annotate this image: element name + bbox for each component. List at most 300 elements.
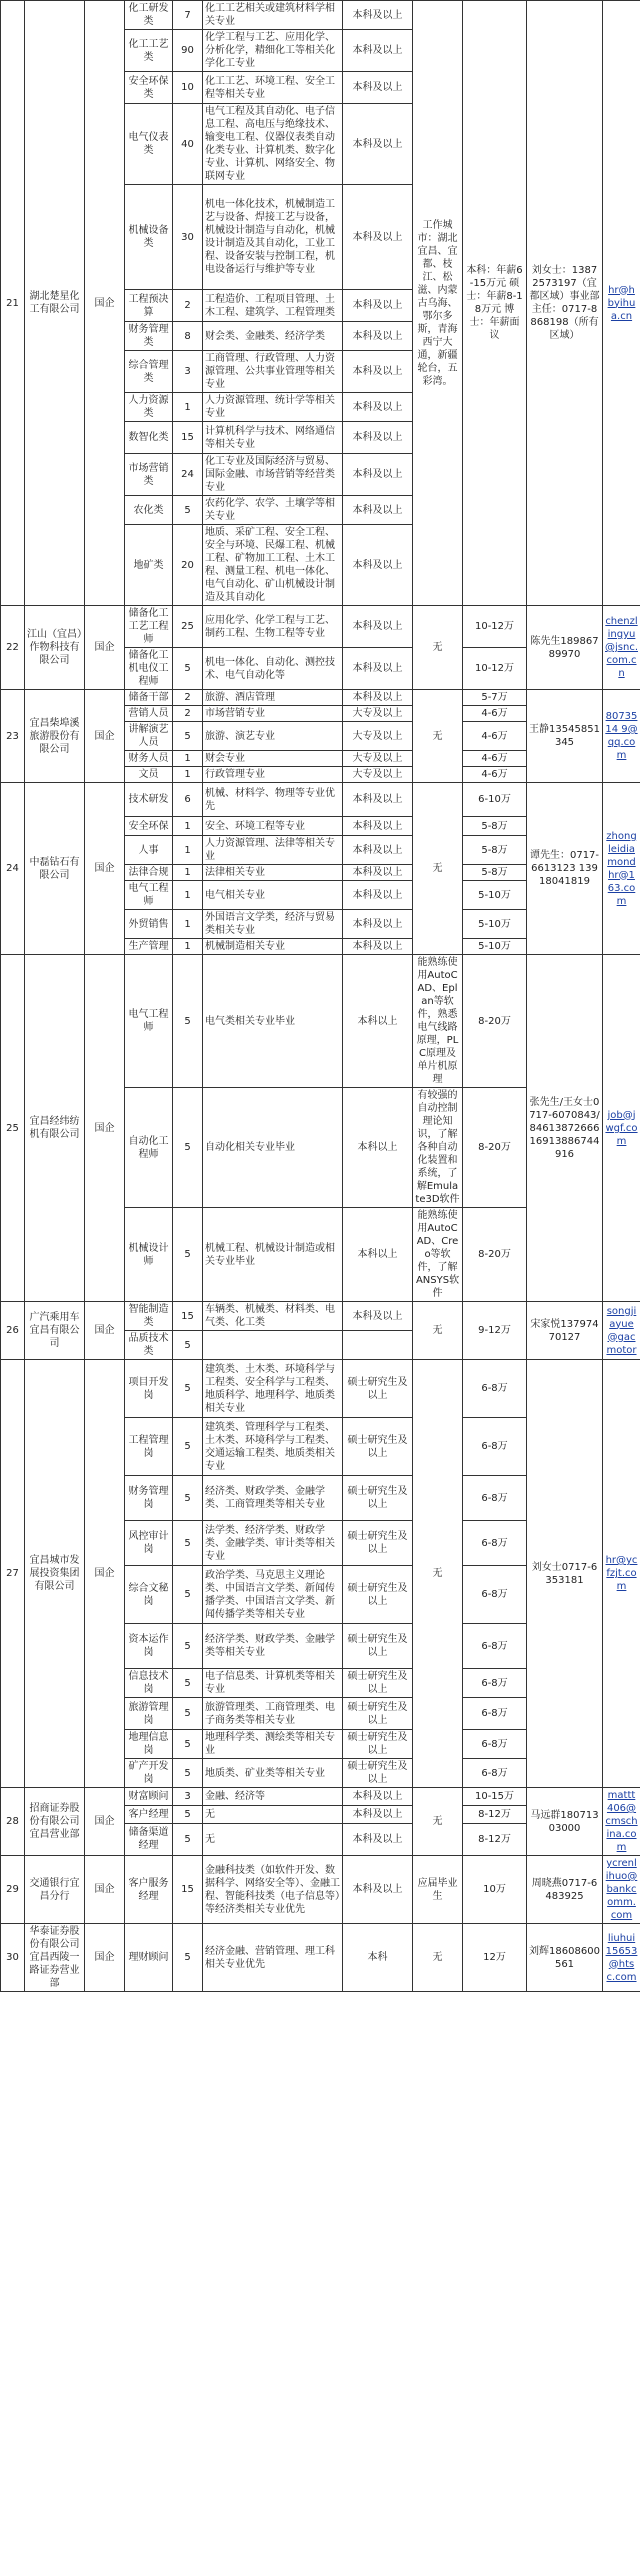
job-count: 5 <box>173 1331 203 1360</box>
job-title: 储备化工工艺工程师 <box>125 606 173 648</box>
job-title: 财富顾问 <box>125 1788 173 1806</box>
job-salary: 4-6万 <box>463 706 527 722</box>
company-contact: 陈先生18986789970 <box>527 606 603 690</box>
job-salary: 5-10万 <box>463 939 527 955</box>
company-email-cell <box>603 1 640 606</box>
company-name: 广汽乘用车宜昌有限公司 <box>25 1302 85 1360</box>
job-count: 1 <box>173 865 203 881</box>
job-count: 1 <box>173 751 203 767</box>
job-salary: 8-20万 <box>463 1208 527 1302</box>
job-title: 客户经理 <box>125 1805 173 1823</box>
company-number: 24 <box>1 783 25 955</box>
job-salary: 6-8万 <box>463 1476 527 1521</box>
company-name: 江山（宜昌）作物科技有限公司 <box>25 606 85 690</box>
job-count: 24 <box>173 454 203 496</box>
job-count: 5 <box>173 955 203 1088</box>
job-count: 5 <box>173 722 203 751</box>
job-title: 储备渠道经理 <box>125 1823 173 1855</box>
job-title: 工程预决算 <box>125 290 173 322</box>
company-location: 无 <box>413 1360 463 1788</box>
job-education: 硕士研究生及以上 <box>343 1418 413 1476</box>
job-title: 农化类 <box>125 496 173 525</box>
job-count: 5 <box>173 1476 203 1521</box>
job-title: 地矿类 <box>125 525 173 606</box>
job-education: 本科及以上 <box>343 104 413 185</box>
job-count: 5 <box>173 1805 203 1823</box>
job-major: 农药化学、农学、土壤学等相关专业 <box>203 496 343 525</box>
job-education: 本科及以上 <box>343 606 413 648</box>
job-education: 大专及以上 <box>343 722 413 751</box>
job-education: 本科以上 <box>343 955 413 1088</box>
company-email[interactable]: hr@ycfzjt.com <box>605 1555 638 1592</box>
job-title: 综合管理类 <box>125 351 173 393</box>
job-count: 1 <box>173 393 203 422</box>
job-title: 文员 <box>125 767 173 783</box>
job-education: 本科及以上 <box>343 1788 413 1806</box>
company-salary: 本科：年薪6-15万元 硕士：年薪8-18万元 博士：年薪面议 <box>463 1 527 606</box>
table-row <box>1 1 640 30</box>
job-title: 讲解演艺人员 <box>125 722 173 751</box>
job-education: 本科及以上 <box>343 290 413 322</box>
job-title: 技术研发 <box>125 783 173 817</box>
job-education: 本科及以上 <box>343 322 413 351</box>
table-row <box>1 783 640 817</box>
job-salary: 5-8万 <box>463 836 527 865</box>
job-salary: 6-8万 <box>463 1730 527 1759</box>
job-education: 本科及以上 <box>343 1805 413 1823</box>
company-type: 国企 <box>85 1360 125 1788</box>
company-contact: 刘女士0717-6353181 <box>527 1360 603 1788</box>
job-major: 机电一体化、自动化、测控技术、电气自动化等 <box>203 648 343 690</box>
job-education: 本科及以上 <box>343 1 413 30</box>
company-location: 工作城市：湖北宜昌、宜都、枝江、松滋、内蒙古乌海、鄂尔多斯，青海西宁大通，新疆轮台，五彩湾。 <box>413 1 463 606</box>
company-email[interactable]: job@jwgf.com <box>605 1109 638 1147</box>
job-count: 1 <box>173 910 203 939</box>
job-title: 项目开发岗 <box>125 1360 173 1418</box>
job-major: 工商管理、行政管理、人力资源管理、公共事业管理等相关专业 <box>203 351 343 393</box>
job-major: 人力资源管理、法律等相关专业 <box>203 836 343 865</box>
job-count: 6 <box>173 783 203 817</box>
job-count: 5 <box>173 1698 203 1730</box>
company-type: 国企 <box>85 955 125 1302</box>
company-location: 无 <box>413 1788 463 1856</box>
job-education: 本科以上 <box>343 1208 413 1302</box>
job-title: 数智化类 <box>125 422 173 454</box>
job-education: 硕士研究生及以上 <box>343 1360 413 1418</box>
job-salary: 8-20万 <box>463 955 527 1088</box>
company-location: 无 <box>413 606 463 690</box>
job-count: 7 <box>173 1 203 30</box>
job-count: 5 <box>173 1418 203 1476</box>
job-major: 自动化相关专业毕业 <box>203 1088 343 1208</box>
company-location: 无 <box>413 783 463 955</box>
company-number: 29 <box>1 1856 25 1924</box>
job-count: 2 <box>173 706 203 722</box>
job-title: 财务人员 <box>125 751 173 767</box>
job-title: 财务管理类 <box>125 322 173 351</box>
job-salary: 8-20万 <box>463 1088 527 1208</box>
job-title: 品质技术类 <box>125 1331 173 1360</box>
job-major: 地质类、矿业类等相关专业 <box>203 1759 343 1788</box>
job-count: 1 <box>173 881 203 910</box>
company-name: 宜昌柴埠溪旅游股份有限公司 <box>25 690 85 783</box>
job-major: 财会类、金融类、经济学类 <box>203 322 343 351</box>
job-salary: 5-8万 <box>463 865 527 881</box>
table-row <box>1 1856 640 1924</box>
job-education: 本科及以上 <box>343 30 413 72</box>
table-row <box>1 955 640 1088</box>
job-title: 理财顾问 <box>125 1924 173 1992</box>
job-count: 15 <box>173 1302 203 1331</box>
company-type: 国企 <box>85 1856 125 1924</box>
company-location: 应届毕业生 <box>413 1856 463 1924</box>
job-major: 电子信息类、计算机类等相关专业 <box>203 1669 343 1698</box>
job-major: 机电一体化技术，机械制造工艺与设备、焊接工艺与设备，机械设计制造与自动化，机械设计制造及其自动化，工业工程、设备安装与控制工程，机电设备运行与维护等专业 <box>203 185 343 290</box>
job-count: 3 <box>173 351 203 393</box>
company-contact: 谭先生：0717-6613123 13918041819 <box>527 783 603 955</box>
job-count: 20 <box>173 525 203 606</box>
job-salary: 6-8万 <box>463 1418 527 1476</box>
job-education: 大专及以上 <box>343 767 413 783</box>
job-count: 3 <box>173 1788 203 1806</box>
job-major: 地理科学类、测绘类等相关专业 <box>203 1730 343 1759</box>
company-email[interactable]: chenzlingyu@jsnc.com.cn <box>605 616 639 679</box>
job-education: 硕士研究生及以上 <box>343 1730 413 1759</box>
job-major: 机械、材料学、物理等专业优先 <box>203 783 343 817</box>
job-count: 5 <box>173 648 203 690</box>
job-salary: 8-12万 <box>463 1823 527 1855</box>
job-salary: 10-15万 <box>463 1788 527 1806</box>
table-row <box>1 1788 640 1806</box>
job-count: 10 <box>173 72 203 104</box>
job-title: 客户服务经理 <box>125 1856 173 1924</box>
job-count: 5 <box>173 1566 203 1624</box>
company-email-cell <box>603 690 640 783</box>
company-number: 30 <box>1 1924 25 1992</box>
table-row <box>1 690 640 706</box>
job-salary: 4-6万 <box>463 767 527 783</box>
company-type: 国企 <box>85 1788 125 1856</box>
job-requirement: 能熟练使用AutoCAD、Eplan等软件，熟悉电气线路原理，PLC原理及单片机原理 <box>413 955 463 1088</box>
job-title: 资本运作岗 <box>125 1624 173 1669</box>
company-location: 无 <box>413 690 463 783</box>
job-major: 经济金融、营销管理、理工科相关专业优先 <box>203 1924 343 1992</box>
job-education <box>343 1331 413 1360</box>
job-count: 1 <box>173 767 203 783</box>
job-salary: 5-10万 <box>463 881 527 910</box>
job-major: 无 <box>203 1805 343 1823</box>
job-requirement: 有较强的自动控制理论知识，了解各种自动化装置和系统，了解Emulate3D软件 <box>413 1088 463 1208</box>
job-title: 生产管理 <box>125 939 173 955</box>
company-name: 湖北楚星化工有限公司 <box>25 1 85 606</box>
job-education: 本科 <box>343 1924 413 1992</box>
job-major: 化学工程与工艺、应用化学、分析化学，精细化工等相关化学化工专业 <box>203 30 343 72</box>
job-salary: 10万 <box>463 1856 527 1924</box>
company-number: 22 <box>1 606 25 690</box>
job-title: 营销人员 <box>125 706 173 722</box>
company-email[interactable]: 8073514 9@qq.com <box>605 711 638 761</box>
job-education: 本科及以上 <box>343 690 413 706</box>
job-title: 电气仪表类 <box>125 104 173 185</box>
company-email[interactable]: ycrenlihuo@bankcomm.com <box>605 1858 638 1921</box>
job-count: 5 <box>173 1208 203 1302</box>
job-major: 电气相关专业 <box>203 881 343 910</box>
company-number: 25 <box>1 955 25 1302</box>
company-type: 国企 <box>85 1302 125 1360</box>
job-count: 8 <box>173 322 203 351</box>
job-title: 化工研发类 <box>125 1 173 30</box>
job-major: 旅游管理类、工商管理类、电子商务类等相关专业 <box>203 1698 343 1730</box>
job-title: 储备化工机电仪工程师 <box>125 648 173 690</box>
company-salary: 9-12万 <box>463 1302 527 1360</box>
job-title: 信息技术岗 <box>125 1669 173 1698</box>
job-count: 15 <box>173 1856 203 1924</box>
job-major: 旅游、酒店管理 <box>203 690 343 706</box>
job-salary: 4-6万 <box>463 751 527 767</box>
job-education: 本科及以上 <box>343 454 413 496</box>
job-education: 本科及以上 <box>343 939 413 955</box>
job-education: 本科及以上 <box>343 496 413 525</box>
job-education: 本科及以上 <box>343 351 413 393</box>
job-title: 地理信息岗 <box>125 1730 173 1759</box>
job-major: 人力资源管理、统计学等相关专业 <box>203 393 343 422</box>
job-count: 90 <box>173 30 203 72</box>
job-major: 机械制造相关专业 <box>203 939 343 955</box>
job-major: 金融、经济等 <box>203 1788 343 1806</box>
job-title: 自动化工程师 <box>125 1088 173 1208</box>
job-salary: 6-8万 <box>463 1759 527 1788</box>
job-major: 外国语言文学类，经济与贸易类相关专业 <box>203 910 343 939</box>
table-row <box>1 1360 640 1418</box>
company-number: 26 <box>1 1302 25 1360</box>
job-count: 1 <box>173 817 203 836</box>
job-title: 机械设备类 <box>125 185 173 290</box>
job-salary: 10-12万 <box>463 648 527 690</box>
company-contact: 刘辉18608600561 <box>527 1924 603 1992</box>
job-education: 大专及以上 <box>343 706 413 722</box>
job-title: 法律合规 <box>125 865 173 881</box>
company-email-cell <box>603 1856 640 1924</box>
job-education: 大专及以上 <box>343 751 413 767</box>
company-email-cell <box>603 1924 640 1992</box>
company-email[interactable]: liuhui15653@htsc.com <box>605 1932 638 1983</box>
job-title: 工程管理岗 <box>125 1418 173 1476</box>
job-salary: 5-7万 <box>463 690 527 706</box>
job-major: 金融科技类（如软件开发、数据科学、网络安全等）、金融工程、智能科技类（电子信息等）等经济类相关专业优先 <box>203 1856 343 1924</box>
job-requirement: 能熟练使用AutoCAD、Creo等软件，了解ANSYS软件 <box>413 1208 463 1302</box>
job-salary: 6-8万 <box>463 1521 527 1566</box>
job-count: 25 <box>173 606 203 648</box>
job-education: 硕士研究生及以上 <box>343 1759 413 1788</box>
job-education: 本科及以上 <box>343 817 413 836</box>
job-major: 机械工程、机械设计制造或相关专业毕业 <box>203 1208 343 1302</box>
job-education: 本科及以上 <box>343 648 413 690</box>
job-major: 经济类、财政学类、金融学类、工商管理类等相关专业 <box>203 1476 343 1521</box>
job-education: 硕士研究生及以上 <box>343 1698 413 1730</box>
job-title: 储备干部 <box>125 690 173 706</box>
job-salary: 10-12万 <box>463 606 527 648</box>
job-major: 电气类相关专业毕业 <box>203 955 343 1088</box>
company-contact: 周晓燕0717-6483925 <box>527 1856 603 1924</box>
job-count: 2 <box>173 290 203 322</box>
job-education: 硕士研究生及以上 <box>343 1521 413 1566</box>
company-number: 28 <box>1 1788 25 1856</box>
job-count: 5 <box>173 1088 203 1208</box>
job-education: 硕士研究生及以上 <box>343 1566 413 1624</box>
job-major: 市场营销专业 <box>203 706 343 722</box>
job-education: 本科及以上 <box>343 185 413 290</box>
job-education: 本科及以上 <box>343 1856 413 1924</box>
company-name: 宜昌城市发展投资集团有限公司 <box>25 1360 85 1788</box>
company-location: 无 <box>413 1302 463 1360</box>
company-type: 国企 <box>85 606 125 690</box>
job-education: 本科及以上 <box>343 525 413 606</box>
job-title: 机械设计师 <box>125 1208 173 1302</box>
job-title: 风控审计岗 <box>125 1521 173 1566</box>
job-title: 外贸销售 <box>125 910 173 939</box>
job-count: 5 <box>173 1730 203 1759</box>
job-title: 电气工程师 <box>125 955 173 1088</box>
company-name: 华泰证券股份有限公司宜昌西陵一路证券营业部 <box>25 1924 85 1992</box>
job-major: 地质、采矿工程、安全工程、安全与环境、民爆工程、机械工程、矿物加工工程、土木工程、测量工程、机电一体化、电气自动化、矿山机械设计制造及其自动化 <box>203 525 343 606</box>
job-education: 本科及以上 <box>343 865 413 881</box>
job-title: 智能制造类 <box>125 1302 173 1331</box>
job-count: 2 <box>173 690 203 706</box>
job-count: 5 <box>173 1521 203 1566</box>
job-major: 应用化学、化学工程与工艺、制药工程、生物工程等专业 <box>203 606 343 648</box>
table-row <box>1 1924 640 1992</box>
company-contact: 刘女士：13872573197（宜都区域）事业部主任：0717-8868198（所有区域） <box>527 1 603 606</box>
job-education: 本科以上 <box>343 1088 413 1208</box>
company-email[interactable]: zhongleidiamondhr@163.com <box>606 830 637 907</box>
job-major: 法学类、经济学类、财政学类、金融学类、审计类等相关专业 <box>203 1521 343 1566</box>
job-education: 本科及以上 <box>343 836 413 865</box>
company-number: 21 <box>1 1 25 606</box>
job-count: 15 <box>173 422 203 454</box>
company-contact: 宋家悦13797470127 <box>527 1302 603 1360</box>
job-salary: 6-8万 <box>463 1360 527 1418</box>
job-education: 本科及以上 <box>343 1302 413 1331</box>
company-email-cell <box>603 1302 640 1360</box>
job-salary: 6-8万 <box>463 1566 527 1624</box>
job-education: 本科及以上 <box>343 72 413 104</box>
job-education: 本科及以上 <box>343 910 413 939</box>
job-salary: 5-8万 <box>463 817 527 836</box>
job-education: 硕士研究生及以上 <box>343 1476 413 1521</box>
company-email[interactable]: mattt406@cmschina.com <box>605 1790 638 1853</box>
company-type: 国企 <box>85 783 125 955</box>
job-major: 工程造价、工程项目管理、土木工程、建筑学、工程管理类 <box>203 290 343 322</box>
company-email[interactable]: hr@hbyihua.cn <box>607 284 636 322</box>
job-major: 化工工艺相关或建筑材料学相关专业 <box>203 1 343 30</box>
job-education: 本科及以上 <box>343 422 413 454</box>
table-row <box>1 1302 640 1331</box>
company-contact: 王静13545851345 <box>527 690 603 783</box>
job-title: 市场营销类 <box>125 454 173 496</box>
job-major: 经济学类、财政学类、金融学类等相关专业 <box>203 1624 343 1669</box>
company-name: 中磊钻石有限公司 <box>25 783 85 955</box>
job-salary: 4-6万 <box>463 722 527 751</box>
job-major: 建筑类、管理科学与工程类、土木类、环境科学与工程类、交通运输工程类、地质类相关专业 <box>203 1418 343 1476</box>
company-type: 国企 <box>85 1 125 606</box>
job-count: 40 <box>173 104 203 185</box>
job-major: 旅游、演艺专业 <box>203 722 343 751</box>
company-email-cell <box>603 955 640 1302</box>
company-email-cell <box>603 606 640 690</box>
job-title: 人力资源类 <box>125 393 173 422</box>
company-email[interactable]: songjiayue@gacmotor <box>606 1305 637 1356</box>
job-major: 安全、环境工程等专业 <box>203 817 343 836</box>
job-count: 5 <box>173 1360 203 1418</box>
company-number: 23 <box>1 690 25 783</box>
job-salary: 6-10万 <box>463 783 527 817</box>
job-major: 无 <box>203 1823 343 1855</box>
job-salary: 6-8万 <box>463 1669 527 1698</box>
job-title: 人事 <box>125 836 173 865</box>
company-email-cell <box>603 1360 640 1788</box>
job-major: 政治学类、马克思主义理论类、中国语言文学类、新闻传播学类、中国语言文学类、新闻传播学类等相关专业 <box>203 1566 343 1624</box>
company-type: 国企 <box>85 690 125 783</box>
job-major: 化工专业及国际经济与贸易、国际金融、市场营销等经营类专业 <box>203 454 343 496</box>
company-email-cell <box>603 1788 640 1856</box>
job-education: 本科及以上 <box>343 783 413 817</box>
job-major: 化工工艺、环境工程、安全工程等相关专业 <box>203 72 343 104</box>
job-salary: 6-8万 <box>463 1698 527 1730</box>
job-count: 5 <box>173 1669 203 1698</box>
job-major: 电气工程及其自动化、电子信息工程、高电压与绝缘技术、输变电工程、仪器仪表类自动化类专业、计算机类、数字化专业、计算机、网络安全、物联网专业 <box>203 104 343 185</box>
job-title: 财务管理岗 <box>125 1476 173 1521</box>
company-name: 招商证券股份有限公司宜昌营业部 <box>25 1788 85 1856</box>
company-email-cell <box>603 783 640 955</box>
job-title: 安全环保类 <box>125 72 173 104</box>
job-major: 建筑类、土木类、环境科学与工程类、安全科学与工程类、地质科学、地理科学、地质类相关专业 <box>203 1360 343 1418</box>
job-count: 30 <box>173 185 203 290</box>
company-contact: 张先生/王女士0717-6070843/8461387266616913886744916 <box>527 955 603 1302</box>
job-count: 5 <box>173 1624 203 1669</box>
job-title: 电气工程师 <box>125 881 173 910</box>
job-count: 5 <box>173 1759 203 1788</box>
job-title: 安全环保 <box>125 817 173 836</box>
job-salary: 8-12万 <box>463 1805 527 1823</box>
company-name: 交通银行宜昌分行 <box>25 1856 85 1924</box>
job-major <box>203 1331 343 1360</box>
company-type: 国企 <box>85 1924 125 1992</box>
table-row <box>1 606 640 648</box>
job-salary: 12万 <box>463 1924 527 1992</box>
company-contact: 马远群18071303000 <box>527 1788 603 1856</box>
job-major: 财会专业 <box>203 751 343 767</box>
job-count: 5 <box>173 496 203 525</box>
job-count: 1 <box>173 836 203 865</box>
job-count: 5 <box>173 1924 203 1992</box>
job-count: 1 <box>173 939 203 955</box>
job-salary: 6-8万 <box>463 1624 527 1669</box>
job-major: 计算机科学与技术、网络通信等相关专业 <box>203 422 343 454</box>
company-number: 27 <box>1 1360 25 1788</box>
company-name: 宜昌经纬纺机有限公司 <box>25 955 85 1302</box>
job-education: 本科及以上 <box>343 881 413 910</box>
job-major: 法律相关专业 <box>203 865 343 881</box>
job-education: 本科及以上 <box>343 1823 413 1855</box>
job-title: 化工工艺类 <box>125 30 173 72</box>
company-location: 无 <box>413 1924 463 1992</box>
job-education: 本科及以上 <box>343 393 413 422</box>
job-title: 旅游管理岗 <box>125 1698 173 1730</box>
job-count: 5 <box>173 1823 203 1855</box>
job-title: 矿产开发岗 <box>125 1759 173 1788</box>
job-title: 综合文秘岗 <box>125 1566 173 1624</box>
job-salary: 5-10万 <box>463 910 527 939</box>
